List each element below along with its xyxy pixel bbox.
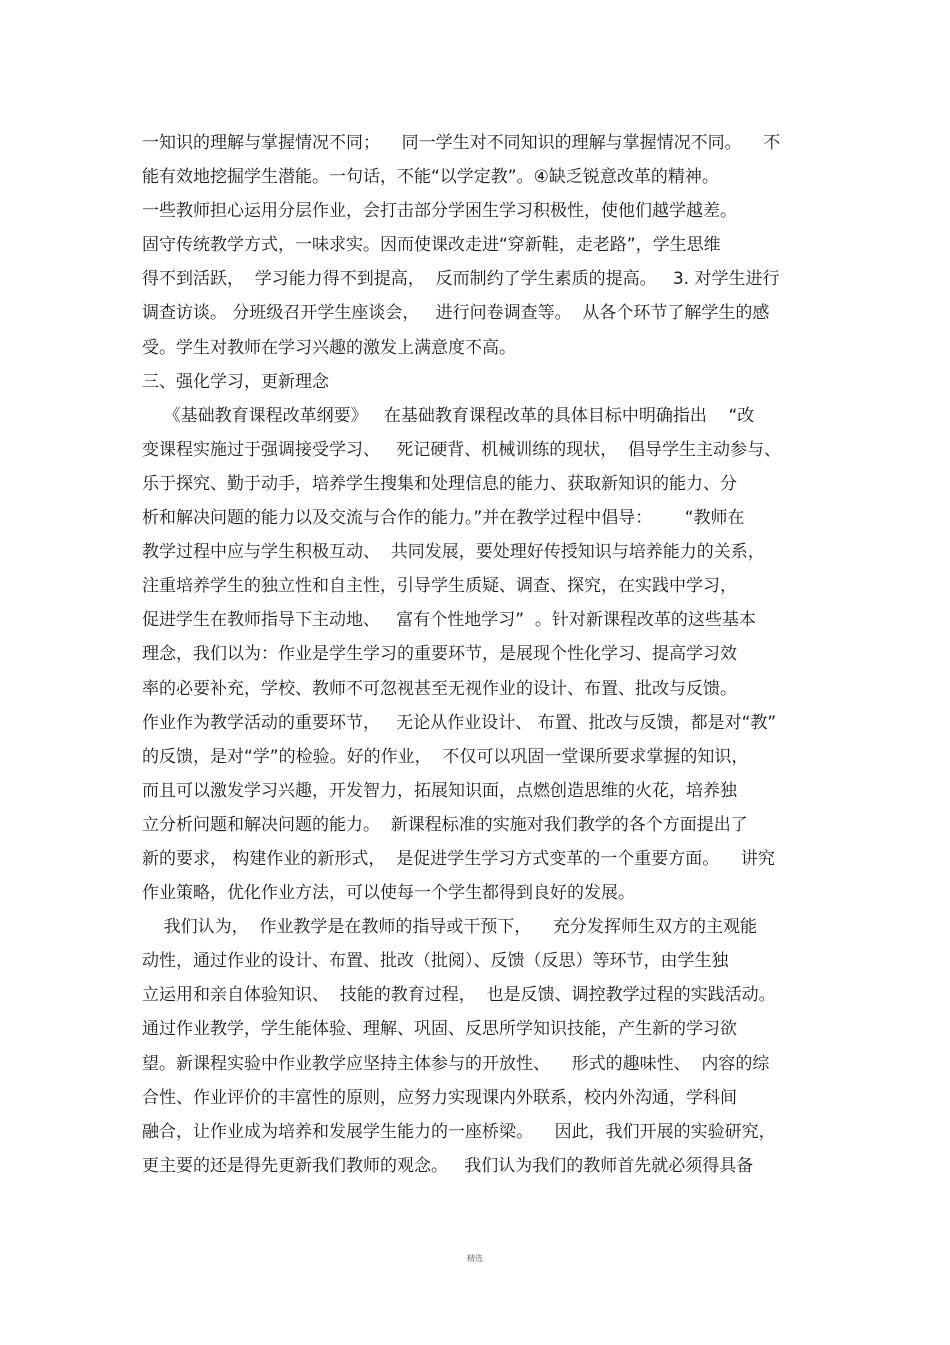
page-footer: 精选 <box>467 1254 483 1263</box>
text-line: 而且可以激发学习兴趣，开发智力，拓展知识面，点燃创造思维的火花，培养独 <box>142 780 737 801</box>
text-line: 理念，我们以为：作业是学生学习的重要环节，是展现个性化学习、提高学习效 <box>142 644 737 665</box>
text-line: 析和解决问题的能力以及交流与合作的能力。”并在教学过程中倡导： “教师在 <box>142 508 745 529</box>
text-line: 注重培养学生的独立性和自主性，引导学生质疑、调查、探究，在实践中学习， <box>142 576 737 597</box>
text-line: 合性、作业评价的丰富性的原则，应努力实现课内外联系，校内外沟通，学科间 <box>142 1087 737 1108</box>
text-line: 固守传统教学方式，一味求实。因而使课改走进“穿新鞋，走老路”，学生思维 <box>142 235 721 256</box>
text-line: 得不到活跃， 学习能力得不到提高， 反而制约了学生素质的提高。 3. 对学生进行 <box>142 269 780 290</box>
text-line: 的反馈，是对“学”的检验。好的作业， 不仅可以巩固一堂课所要求掌握的知识， <box>142 746 749 767</box>
section-heading: 三、强化学习，更新理念 <box>142 371 329 392</box>
text-line: 立运用和亲自体验知识、 技能的教育过程， 也是反馈、调控教学过程的实践活动。 <box>142 985 776 1006</box>
text-line: 我们认为， 作业教学是在教师的指导或干预下， 充分发挥师生双方的主观能 <box>142 917 758 938</box>
text-line: 动性，通过作业的设计、布置、批改（批阅）、反馈（反思）等环节，由学生独 <box>142 951 729 972</box>
text-line: 立分析问题和解决问题的能力。 新课程标准的实施对我们教学的各个方面提出了 <box>142 814 748 835</box>
text-line: 能有效地挖掘学生潜能。一句话，不能“以学定教”。④缺乏锐意改革的精神。 <box>142 167 719 188</box>
text-line: 望。新课程实验中作业教学应坚持主体参与的开放性、 形式的趣味性、 内容的综 <box>142 1053 770 1074</box>
text-line: 调查访谈。 分班级召开学生座谈会， 进行问卷调查等。 从各个环节了解学生的感 <box>142 303 770 324</box>
text-line: 作业作为教学活动的重要环节， 无论从作业设计、 布置、批改与反馈，都是对“教” <box>142 712 777 733</box>
text-line: 乐于探究、勤于动手，培养学生搜集和处理信息的能力、获取新知识的能力、分 <box>142 473 737 494</box>
text-line: 教学过程中应与学生积极互动、 共同发展，要处理好传授知识与培养能力的关系， <box>142 542 765 563</box>
text-line: 《基础教育课程改革纲要》 在基础教育课程改革的具体目标中明确指出 “改 <box>142 405 755 426</box>
text-line: 一些教师担心运用分层作业，会打击部分学困生学习积极性，使他们越学越差。 <box>142 201 737 222</box>
text-line: 促进学生在教师指导下主动地、 富有个性地学习” 。针对新课程改革的这些基本 <box>142 610 756 631</box>
text-line: 一知识的理解与掌握情况不同； 同一学生对不同知识的理解与掌握情况不同。 不 <box>142 133 781 153</box>
text-line: 受。学生对教师在学习兴趣的激发上满意度不高。 <box>142 337 516 358</box>
body-text <box>142 126 810 1183</box>
text-line: 更主要的还是得先更新我们教师的观念。 我们认为我们的教师首先就必须得具备 <box>142 1155 754 1176</box>
text-line: 作业策略，优化作业方法，可以使每一个学生都得到良好的发展。 <box>142 883 635 904</box>
text-line: 新的要求， 构建作业的新形式， 是促进学生学习方式变革的一个重要方面。 讲究 <box>142 848 775 869</box>
text-line: 融合，让作业成为培养和发展学生能力的一座桥梁。 因此，我们开展的实验研究， <box>142 1121 776 1142</box>
text-line: 通过作业教学，学生能体验、理解、巩固、反思所学知识技能，产生新的学习欲 <box>142 1019 737 1040</box>
text-line: 变课程实施过于强调接受学习、 死记硬背、机械训练的现状， 倡导学生主动参与、 <box>142 439 782 460</box>
text-line: 率的必要补充，学校、教师不可忽视甚至无视作业的设计、布置、批改与反馈。 <box>142 678 737 699</box>
